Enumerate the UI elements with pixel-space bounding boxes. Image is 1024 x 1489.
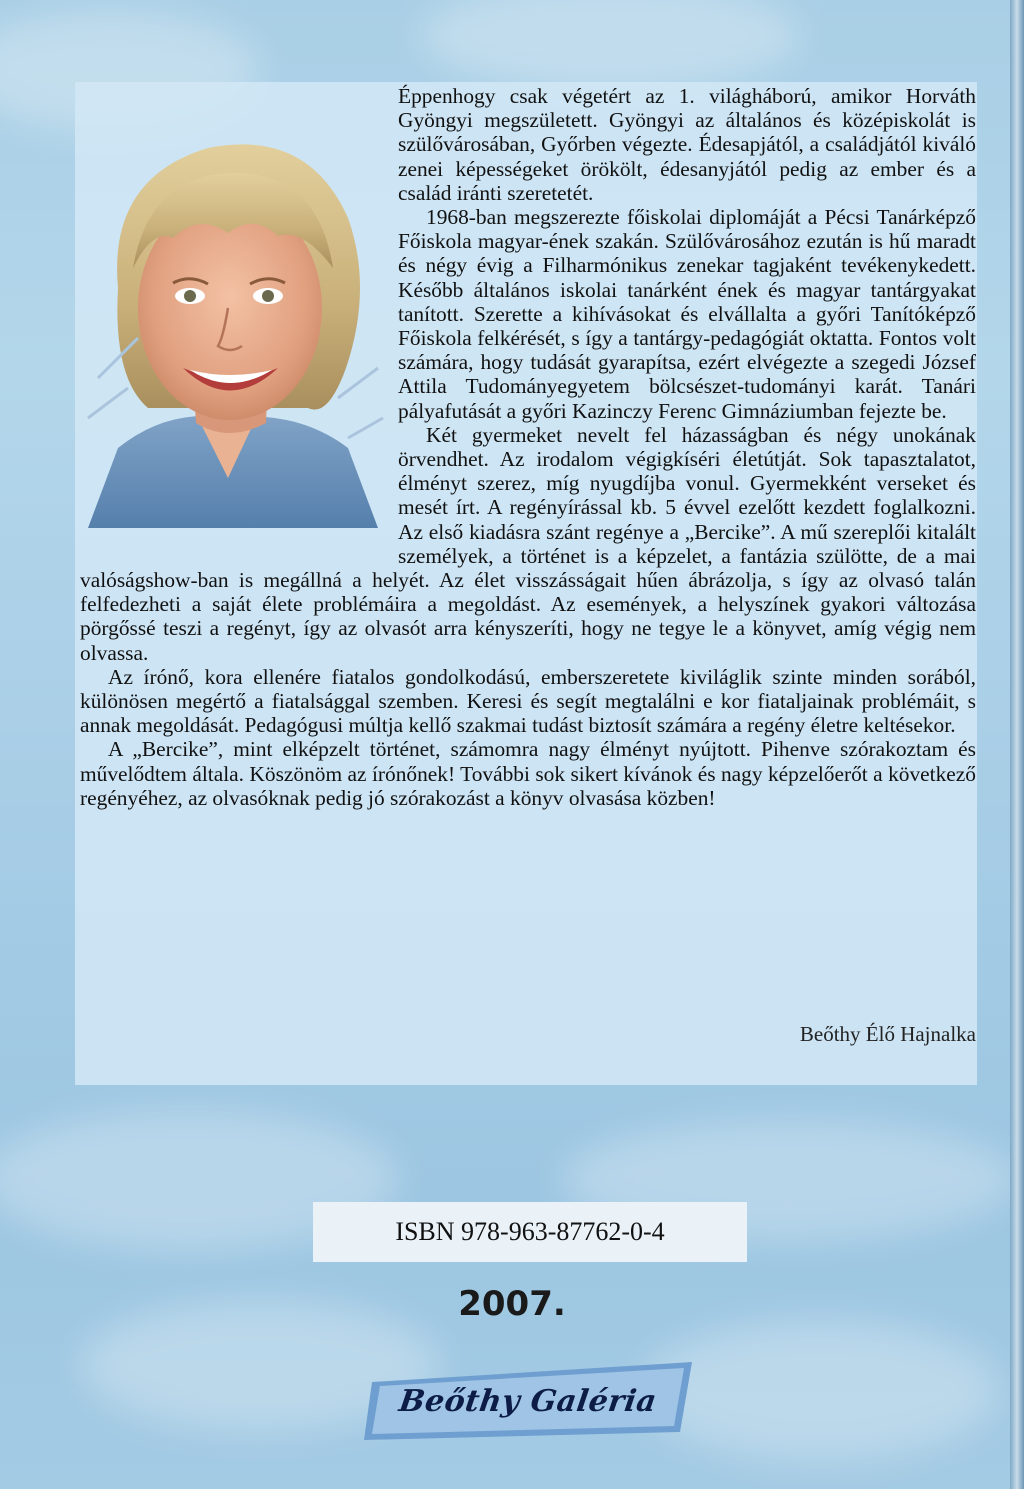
author-biography bbox=[80, 84, 976, 810]
paragraph: Éppenhogy csak végetért az 1. világháború, amikor Horváth Gyöngyi megszületett. Gyöngyi az általános és középiskolát is szülővárosában, Győrben végezte. Édesapjától, a családjától kiváló zenei képességeket örökölt, édesanyjától pedig az ember és a család iránti szeretetét. bbox=[398, 84, 976, 205]
paragraph: Két gyermeket nevelt fel házasságban és négy unokának örvendhet. Az irodalom végigkíséri életútját. Sok tapasztalatot, élményt szerez, míg nyugdíjba vonul. Gyermekként verseket és mesét írt. A regényírással kb. 5 évvel ezelőtt kezdett foglalkozni. Az első kiadásra szánt regénye a „Bercike”. A mű szereplői kitalált személyek, a történet is a képzelet, a fantázia szülötte, de a mai valóságshow-ban is megállná a helyét. Az élet visszásságait hűen ábrázolja, s így az olvasó talán felfedezheti a saját élete problémáira a megoldást. Az események, a helyszínek gyakori változása pörgőssé teszi a regényt, így az olvasót arra kényszeríti, hogy ne tegye le a könyvet, amíg végig nem olvassa. bbox=[80, 422, 976, 665]
book-spine-edge bbox=[1010, 0, 1024, 1489]
signature: Beőthy Élő Hajnalka bbox=[799, 1022, 976, 1046]
portrait-space bbox=[80, 84, 398, 554]
cloud-texture bbox=[420, 0, 800, 90]
paragraph: A „Bercike”, mint elképzelt történet, számomra nagy élményt nyújtott. Pihenve szórakoztam és művelődtem általa. Köszönöm az írónőnek! További sok sikert kívánok és nagy képzelőerőt a következő regényéhez, az olvasóknak pedig jó szórakozást a könyv olvasása közben! bbox=[80, 737, 976, 810]
isbn-box bbox=[313, 1202, 747, 1262]
publisher-name: Beőthy Galéria bbox=[396, 1383, 660, 1419]
publisher-logo bbox=[362, 1360, 694, 1442]
isbn-number: ISBN 978-963-87762-0-4 bbox=[395, 1217, 665, 1246]
paragraph: 1968-ban megszerezte főiskolai diplomáját a Pécsi Tanárképző Főiskola magyar-ének szakán. Szülővárosához ezután is hű maradt és négy évig a Filharmónikus zenekar tagjaként tevékenykedett. Később általános iskolai tanárként ének és magyar tantárgyakat tanított. Szerette a kihívásokat és elvállalta a győri Tanítóképző Főiskola felkérését, s így a tantárgy-pedagógiát oktatta. Fontos volt számára, hogy tudását gyarapítsa, ezért elvégezte a szegedi József Attila Tudományegyetem bölcsészet-tudományi karát. Tanári pályafutását a győri Kazinczy Ferenc Gimnáziumban fejezte be. bbox=[398, 205, 976, 423]
paragraph: Az írónő, kora ellenére fiatalos gondolkodású, emberszeretete kiviláglik szinte minden sorából, különösen megértő a fiatalsággal szemben. Keresi és segít megtalálni e kor fiataljainak problémáit, s annak megoldását. Pedagógusi múltja kellő szakmai tudást biztosít számára a regény életre keltésekor. bbox=[80, 664, 976, 738]
publication-year: 2007. bbox=[458, 1284, 566, 1324]
